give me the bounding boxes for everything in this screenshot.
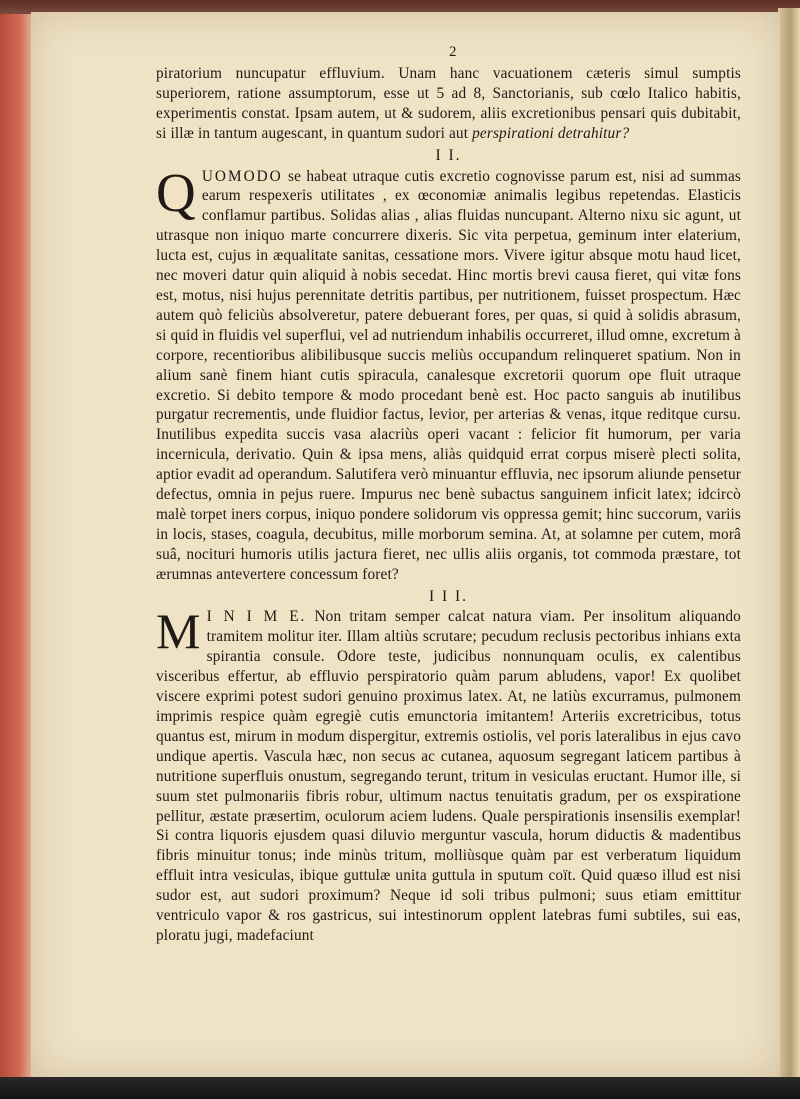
book-left-edge <box>0 14 33 1099</box>
page-text <box>156 36 741 946</box>
page-number: 2 <box>449 44 457 60</box>
paragraph-body: se habeat utraque cutis excretio cognovisse parum est, nisi ad summas earum respexeris utilitates , ex œconomiæ animalis legibus repetendas. Elasticis conflamur partibus. Solidas alias , alias fluidas nuncupant. Alterno nixu sic agunt, ut utrasque non iniquo marte concurrere dixeris. Sic vita perpetua, geminum inter elaterium, lucta est, cujus in æqualitate sanitas, cessatione mors. Vivere igitur absque motu haud licet, nec moveri datur quin aliquid à nobis secedat. Hinc mortis brevi causa fieret, qui vitæ fons est, motus, nisi hujus perennitate detritis partibus, per nutritionem, fuisset prospectum. Hæc autem quò feliciùs absolveretur, patere debuerant fores, per quas, si quid à solidis abrasum, si quid in fluidis vel superflui, vel ad nutriendum inhabilis occurreret, illud omne, excretum à corpore, recentioribus alibilibusque succis meliùs occupandum relinqueret spatium. Non in alium sanè finem hiant cutis spiracula, canalesque excretorii quorum ope fluit utraque excretio. Si debito tempore & modo procedant benè est. Hoc pacto sanguis ab inutilibus purgatur recrementis, unde fluidior factus, levior, per arterias & venas, itque reditque cursu. Inutilibus expedita succis vasa alacriùs operi vacant : felicior fit humorum, per varia incernicula, derivatio. Quin & ipsa mens, aliàs quidquid errat corpus miserè plecti solita, aptior evadit ad operandum. Salutifera verò minuantur effluvia, nec ipsorum aliunde pensetur defectus, omnia in pejus ruere. Impurus nec benè subactus sanguinem inficit latex; idcircò malè torpet iners corpus, iniquo pondere solidorum vis oppressa gemit; hinc succorum, variis in locis, stases, coagula, decubitus, mille morborum semina. At, at solamne per cutem, morâ suâ, nocituri humoris utilis jactura fieret, nec ullis aliis organis, tot commoda præstare, tot ærumnas antevertere concessum foret? <box>156 167 741 583</box>
drop-cap-q: Q <box>156 161 196 223</box>
opening-line-3: habitis, experimentis constat. Ipsam autem, ut & sudorem, aliis excretionibus pensari quis dubitabit, si illæ in tantum augescant, in quantum sudori aut <box>156 84 741 142</box>
book-right-edge <box>778 8 800 1099</box>
drop-cap-m: M <box>156 603 201 660</box>
opening-line-1: piratorium nuncupatur effluvium. Unam hanc vacuationem cæteris simul sumptis <box>156 65 741 82</box>
opening-line-4: perspirationi detrahitur? <box>472 124 630 142</box>
paragraph-section-3 <box>156 603 741 945</box>
paragraph-section-2 <box>156 161 741 585</box>
opening-line-2: superiorem, ratione assumptorum, esse ut 5 ad 8, Sanctorianis, sub cœlo Italico <box>156 84 688 102</box>
section-number-2: I I. <box>435 146 462 164</box>
lead-word: UOMODO <box>201 167 283 185</box>
opening-paragraph <box>156 64 741 144</box>
paragraph-body: Non tritam semper calcat natura viam. Per insolitum aliquando tramitem molitur iter. Illam altiùs scrutare; pecudum reclusis pectoribus inhians exta spirantia consule. Odore teste, judicibus nonnunquam oculis, ex calentibus visceribus effertur, ab effluvio perspiratorio quàm parum abludens, vapor! Ex quolibet viscere exprimi potest sudori genuino proximus latex. At, ne latiùs excurramus, pulmonem imprimis respice quàm egregiè cutis emunctoria imitantem! Arteriis excretricibus, totus quantus est, mirum in modum dispergitur, extremis ostiolis, vel poris lateralibus in ejus cavo undique apertis. Vascula hæc, non secus ac cutanea, aquosum segregant laticem partibus à nutritione superfluis onustum, segregando terunt, tritum in vesiculas eructant. Humor ille, si suum stet pulmonariis fibris robur, ultimum nactus tenuitatis gradum, per os exspiratione pellitur, æstate præsertim, oculorum aciem ludens. Quale perspirationis insensilis exemplar! Si contra liquoris ejusdem quasi diluvio merguntur vascula, horum diductis & madentibus fibris minuitur tonus; inde minùs tritum, molliùsque quàm par est verberatum liquidum effluit intra vesiculas, ibique guttulæ unita guttula in sputum coït. Quid quæso illud est nisi sudor est, aut sudori proximum? Neque id soli tribus pulmoni; suus etiam emittitur ventriculo vapor & ros gastricus, sui intestinorum opplent latebras fumi subtiles, sui eas, ploratu jugi, madefaciunt <box>156 608 741 944</box>
book-bottom-edge <box>0 1077 800 1099</box>
section-number-3: I I I. <box>428 587 469 605</box>
lead-word: I N I M E. <box>206 608 307 626</box>
